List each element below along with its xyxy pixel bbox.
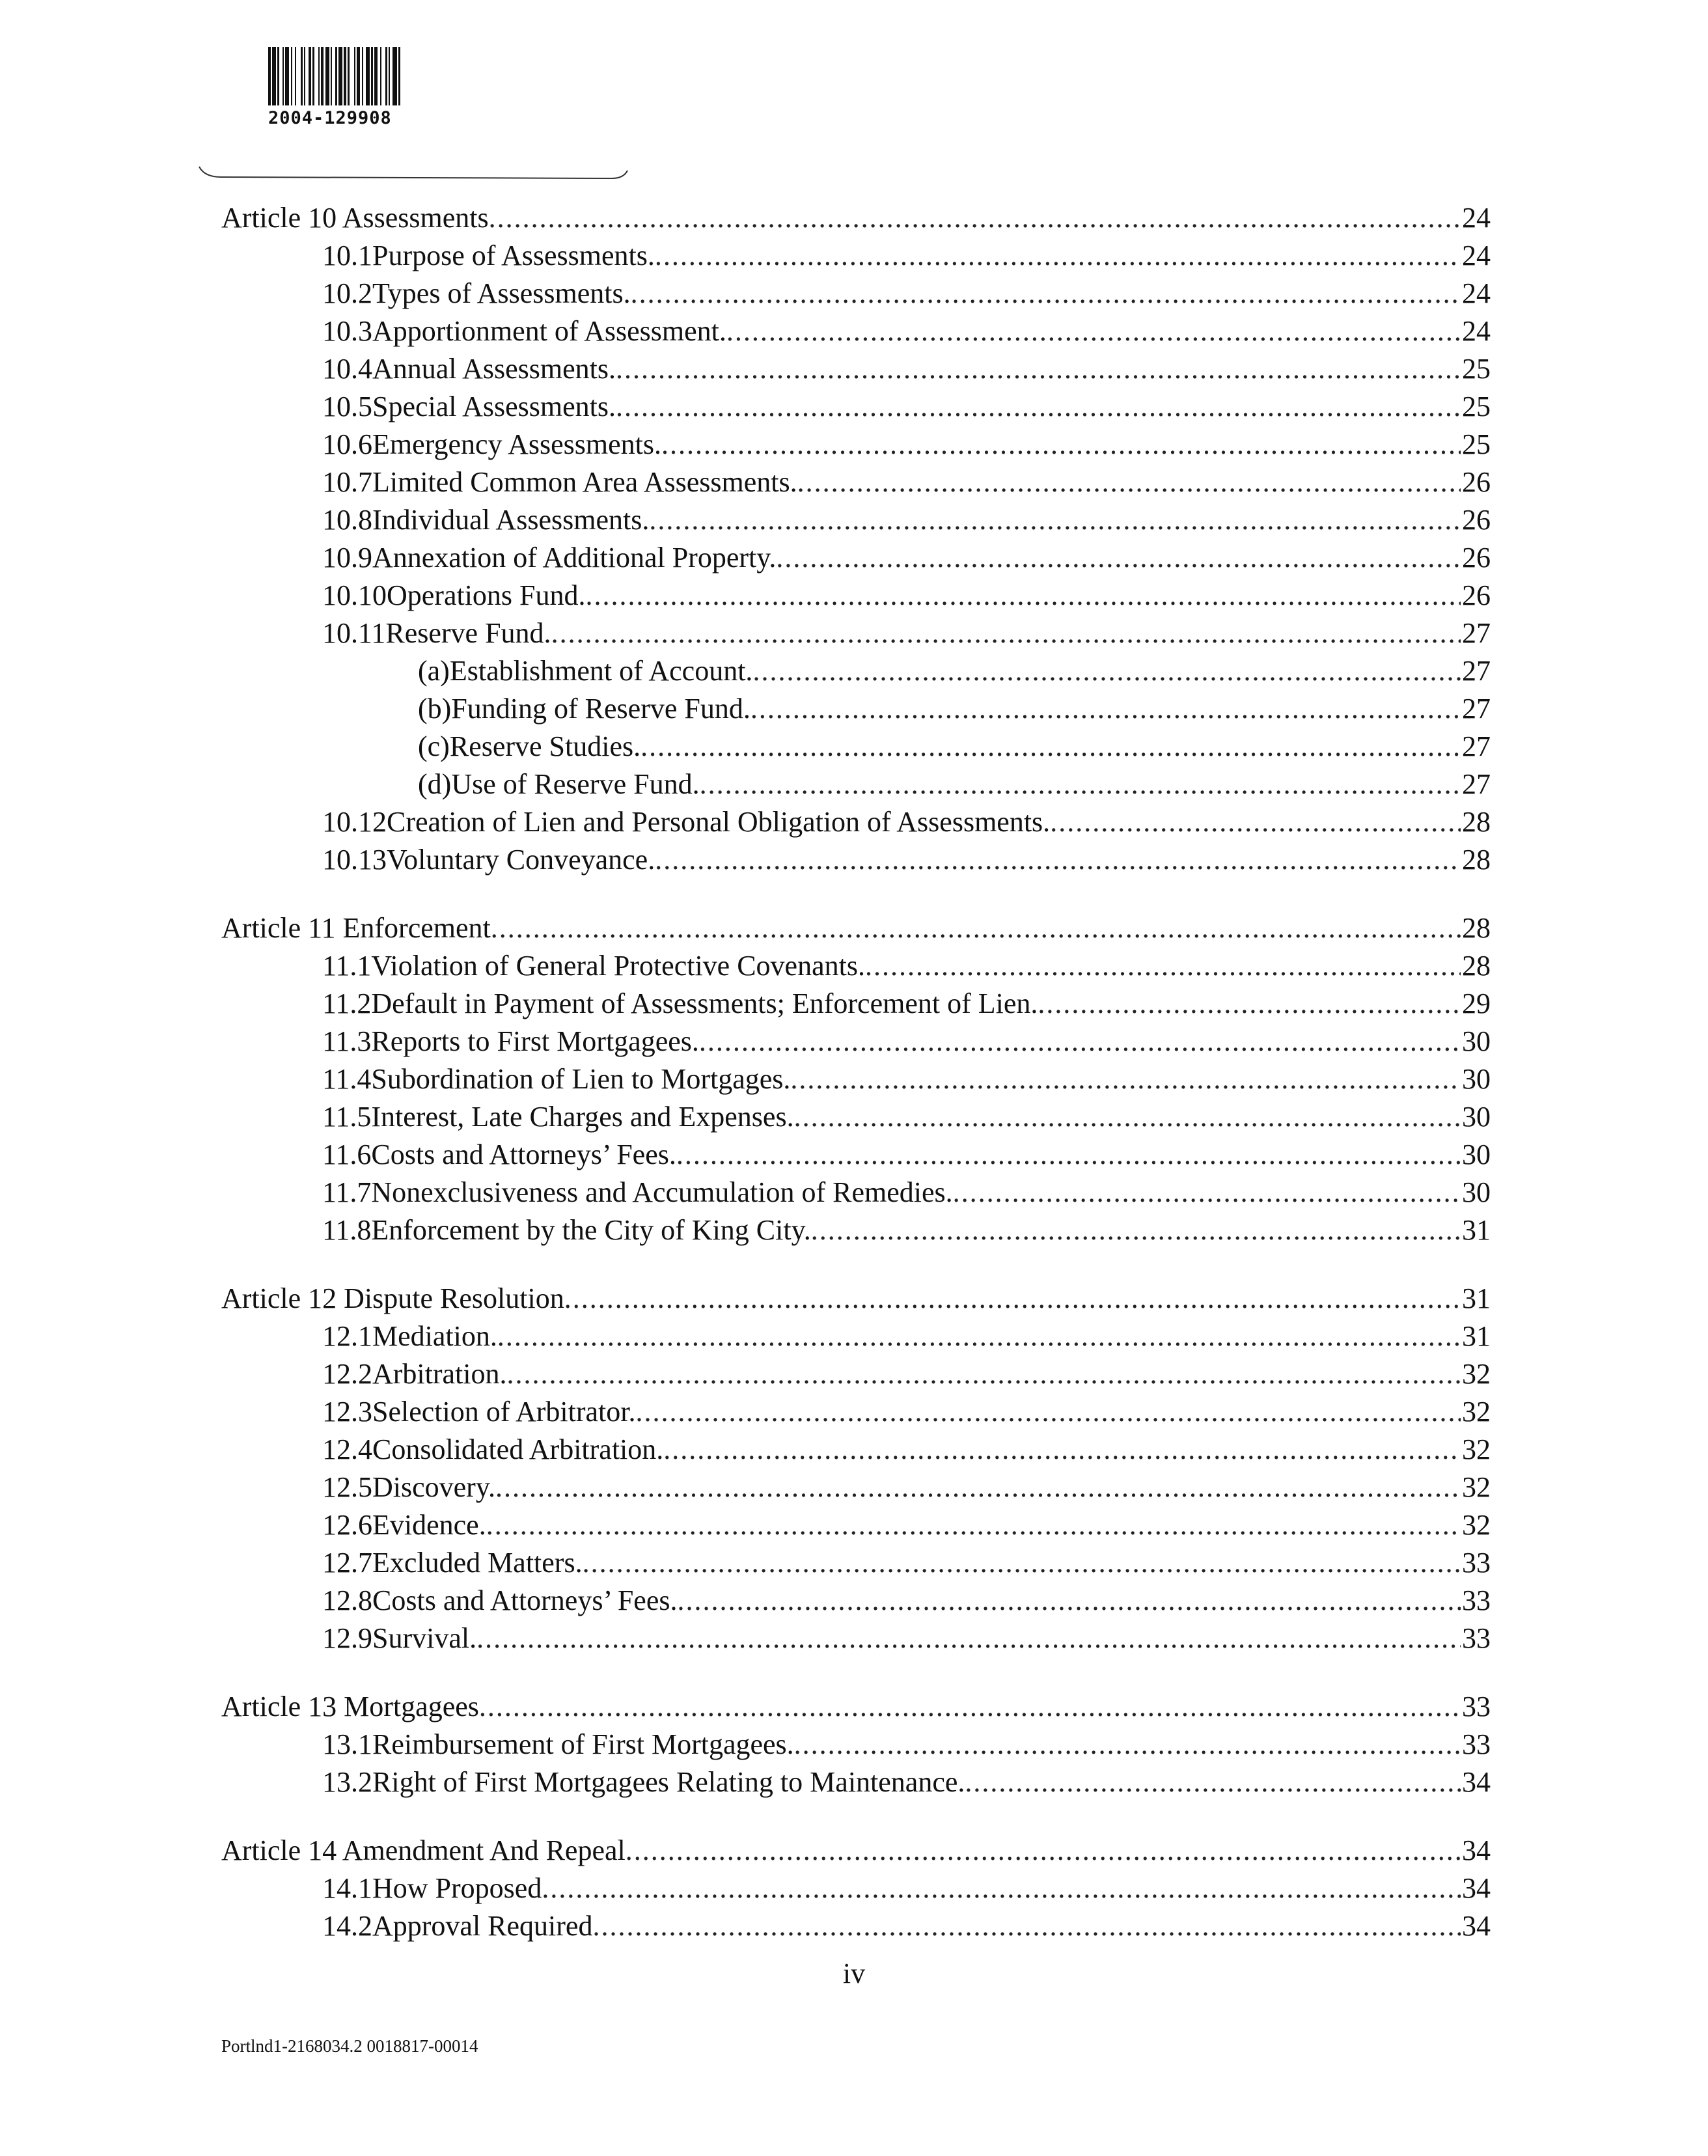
toc-section-entry — [221, 1174, 1491, 1211]
entry-title: Nonexclusiveness and Accumulation of Remedies. — [371, 1176, 953, 1208]
entry-page-number: 28 — [1462, 844, 1491, 876]
entry-title: Article 11 Enforcement — [221, 912, 491, 944]
dot-leader — [551, 615, 1461, 652]
entry-page-number: 25 — [1462, 428, 1491, 460]
dot-leader — [486, 1506, 1461, 1544]
toc-section-entry — [221, 1318, 1491, 1355]
entry-page-number: 32 — [1462, 1358, 1491, 1390]
dot-leader — [491, 909, 1461, 947]
entry-title: Limited Common Area Assessments. — [372, 466, 797, 498]
entry-title: Apportionment of Assessment. — [372, 315, 726, 347]
dot-leader — [564, 1280, 1461, 1318]
toc-section-entry — [221, 615, 1491, 652]
dot-leader — [489, 199, 1461, 237]
entry-title: Types of Assessments. — [372, 277, 631, 309]
dot-leader — [752, 652, 1461, 690]
entry-title: Creation of Lien and Personal Obligation of Assessments. — [387, 806, 1051, 838]
entry-number: 14.1 — [322, 1872, 372, 1904]
entry-page-number: 30 — [1462, 1176, 1491, 1208]
toc-section-entry — [221, 1098, 1491, 1136]
entry-title: Use of Reserve Fund. — [451, 768, 700, 800]
entry-page-number: 27 — [1462, 655, 1491, 687]
toc-section-entry — [221, 1582, 1491, 1620]
entry-page-number: 26 — [1462, 579, 1491, 611]
entry-title: Subordination of Lien to Mortgages. — [371, 1063, 791, 1095]
entry-title: Approval Required — [372, 1910, 593, 1942]
toc-article-entry — [221, 199, 1491, 237]
entry-page-number: 32 — [1462, 1471, 1491, 1503]
entry-title: Establishment of Account. — [449, 655, 753, 687]
dot-leader — [649, 501, 1461, 539]
dot-leader — [676, 1136, 1461, 1174]
entry-title: Excluded Matters. — [372, 1547, 583, 1579]
entry-page-number: 27 — [1462, 730, 1491, 762]
dot-leader — [678, 1582, 1461, 1620]
entry-number: 12.9 — [322, 1622, 372, 1654]
toc-section-entry — [221, 577, 1491, 615]
entry-number: 10.5 — [322, 391, 372, 422]
entry-number: 12.1 — [322, 1320, 372, 1352]
entry-page-number: 27 — [1462, 693, 1491, 725]
entry-page-number: 34 — [1462, 1834, 1491, 1866]
toc-subsection-entry — [221, 766, 1491, 803]
entry-page-number: 27 — [1462, 768, 1491, 800]
entry-number: 11.4 — [322, 1063, 372, 1095]
entry-number: 12.6 — [322, 1509, 372, 1541]
entry-title: Annexation of Additional Property. — [372, 542, 777, 574]
page-number: iv — [842, 1957, 866, 1989]
entry-page-number: 32 — [1462, 1509, 1491, 1541]
dot-leader — [865, 947, 1461, 985]
dot-leader — [726, 312, 1461, 350]
entry-page-number: 34 — [1462, 1910, 1491, 1942]
entry-title: Evidence. — [372, 1509, 486, 1541]
entry-page-number: 24 — [1462, 277, 1491, 309]
toc-section-entry — [221, 1136, 1491, 1174]
entry-title: Reimbursement of First Mortgagees. — [372, 1728, 794, 1760]
entry-page-number: 25 — [1462, 353, 1491, 385]
entry-page-number: 31 — [1462, 1214, 1491, 1246]
entry-page-number: 30 — [1462, 1101, 1491, 1133]
entry-number: 11.3 — [322, 1025, 372, 1057]
toc-section-entry — [221, 1544, 1491, 1582]
toc-section-entry — [221, 312, 1491, 350]
dot-leader — [586, 577, 1461, 615]
toc-section-entry — [221, 1620, 1491, 1657]
entry-number: 13.2 — [322, 1766, 372, 1798]
entry-number: 11.5 — [322, 1101, 372, 1133]
toc-section-entry — [221, 1870, 1491, 1907]
dot-leader — [655, 841, 1461, 879]
toc-section-entry — [221, 426, 1491, 463]
entry-page-number: 27 — [1462, 617, 1491, 649]
entry-title: Costs and Attorneys’ Fees. — [371, 1139, 676, 1170]
toc-article-entry — [221, 1688, 1491, 1726]
toc-article-entry — [221, 1832, 1491, 1870]
toc-section-entry — [221, 1023, 1491, 1060]
dot-leader — [640, 728, 1461, 766]
entry-page-number: 30 — [1462, 1139, 1491, 1170]
dot-leader — [476, 1620, 1461, 1657]
toc-section-entry — [221, 803, 1491, 841]
entry-title: Article 10 Assessments — [221, 202, 489, 234]
toc-article-entry — [221, 909, 1491, 947]
document-barcode — [268, 47, 568, 128]
entry-number: 12.4 — [322, 1433, 372, 1465]
table-of-contents — [221, 199, 1491, 1976]
entry-number: 10.6 — [322, 428, 372, 460]
toc-section-entry — [221, 985, 1491, 1023]
entry-page-number: 30 — [1462, 1063, 1491, 1095]
entry-page-number: 31 — [1462, 1282, 1491, 1314]
toc-section-entry — [221, 1211, 1491, 1249]
entry-page-number: 24 — [1462, 315, 1491, 347]
entry-number: 10.11 — [322, 617, 386, 649]
entry-page-number: 26 — [1462, 542, 1491, 574]
entry-title: Article 12 Dispute Resolution — [221, 1282, 564, 1314]
entry-page-number: 24 — [1462, 240, 1491, 271]
dot-leader — [616, 388, 1461, 426]
dot-leader — [663, 1431, 1461, 1469]
dot-leader — [497, 1318, 1461, 1355]
toc-section-entry — [221, 1763, 1491, 1801]
entry-title: Article 13 Mortgagees — [221, 1691, 479, 1722]
entry-page-number: 28 — [1462, 912, 1491, 944]
toc-article-group — [221, 1832, 1491, 1945]
dot-leader — [794, 1726, 1461, 1763]
dot-leader — [811, 1211, 1461, 1249]
entry-title: How Proposed — [372, 1872, 542, 1904]
entry-page-number: 25 — [1462, 391, 1491, 422]
entry-number: 10.8 — [322, 504, 372, 536]
entry-title: Consolidated Arbitration. — [372, 1433, 664, 1465]
entry-number: 12.3 — [322, 1396, 372, 1428]
entry-title: Purpose of Assessments. — [372, 240, 655, 271]
entry-title: Reserve Fund. — [385, 617, 551, 649]
dot-leader — [965, 1763, 1461, 1801]
dot-leader — [626, 1832, 1461, 1870]
entry-number: 11.8 — [322, 1214, 372, 1246]
dot-leader — [1038, 985, 1461, 1023]
entry-title: Special Assessments. — [372, 391, 616, 422]
entry-page-number: 33 — [1462, 1691, 1491, 1722]
toc-section-entry — [221, 1393, 1491, 1431]
dot-leader — [953, 1174, 1461, 1211]
dot-leader — [699, 1023, 1461, 1060]
dot-leader — [797, 463, 1461, 501]
dot-leader — [790, 1060, 1461, 1098]
toc-section-entry — [221, 275, 1491, 312]
toc-section-entry — [221, 1907, 1491, 1945]
toc-section-entry — [221, 1726, 1491, 1763]
entry-number: 14.2 — [322, 1910, 372, 1942]
toc-section-entry — [221, 539, 1491, 577]
dot-leader — [655, 237, 1461, 275]
entry-number: (b) — [418, 693, 452, 725]
entry-page-number: 33 — [1462, 1584, 1491, 1616]
entry-title: Selection of Arbitrator. — [372, 1396, 636, 1428]
entry-number: 10.12 — [322, 806, 387, 838]
entry-number: (a) — [418, 655, 450, 687]
entry-title: Reports to First Mortgagees. — [371, 1025, 699, 1057]
dot-leader — [616, 350, 1461, 388]
entry-number: 10.1 — [322, 240, 372, 271]
toc-section-entry — [221, 1506, 1491, 1544]
header-divider — [195, 163, 631, 189]
entry-title: Default in Payment of Assessments; Enforcement of Lien. — [371, 988, 1038, 1019]
toc-section-entry — [221, 501, 1491, 539]
dot-leader — [479, 1688, 1461, 1726]
dot-leader — [495, 1469, 1461, 1506]
toc-article-group — [221, 909, 1491, 1249]
entry-number: 11.1 — [322, 950, 372, 982]
toc-section-entry — [221, 841, 1491, 879]
entry-page-number: 26 — [1462, 466, 1491, 498]
entry-number: 10.13 — [322, 844, 387, 876]
entry-page-number: 28 — [1462, 806, 1491, 838]
dot-leader — [661, 426, 1461, 463]
toc-section-entry — [221, 237, 1491, 275]
entry-title: Arbitration. — [372, 1358, 507, 1390]
entry-title: Individual Assessments. — [372, 504, 650, 536]
entry-page-number: 33 — [1462, 1728, 1491, 1760]
entry-page-number: 32 — [1462, 1433, 1491, 1465]
barcode-number: 2004-129908 — [268, 108, 392, 128]
dot-leader — [542, 1870, 1461, 1907]
entry-page-number: 32 — [1462, 1396, 1491, 1428]
dot-leader — [794, 1098, 1461, 1136]
dot-leader — [700, 766, 1461, 803]
entry-number: 12.7 — [322, 1547, 372, 1579]
dot-leader — [592, 1907, 1461, 1945]
toc-article-group — [221, 199, 1491, 879]
entry-page-number: 30 — [1462, 1025, 1491, 1057]
entry-title: Discovery. — [372, 1471, 495, 1503]
entry-number: 10.7 — [322, 466, 372, 498]
dot-leader — [1050, 803, 1461, 841]
entry-number: (d) — [418, 768, 452, 800]
toc-section-entry — [221, 388, 1491, 426]
entry-number: 10.10 — [322, 579, 387, 611]
entry-title: Article 14 Amendment And Repeal — [221, 1834, 626, 1866]
entry-title: Enforcement by the City of King City. — [371, 1214, 811, 1246]
entry-page-number: 34 — [1462, 1872, 1491, 1904]
entry-number: 10.2 — [322, 277, 372, 309]
entry-number: 11.6 — [322, 1139, 372, 1170]
toc-section-entry — [221, 1431, 1491, 1469]
entry-page-number: 26 — [1462, 504, 1491, 536]
entry-page-number: 28 — [1462, 950, 1491, 982]
dot-leader — [507, 1355, 1461, 1393]
entry-title: Violation of General Protective Covenants. — [371, 950, 865, 982]
entry-number: 10.4 — [322, 353, 372, 385]
toc-subsection-entry — [221, 728, 1491, 766]
entry-title: Interest, Late Charges and Expenses. — [371, 1101, 794, 1133]
entry-title: Voluntary Conveyance. — [387, 844, 655, 876]
entry-number: 11.2 — [322, 988, 372, 1019]
entry-title: Survival. — [372, 1622, 477, 1654]
entry-title: Annual Assessments. — [372, 353, 616, 385]
entry-number: 12.5 — [322, 1471, 372, 1503]
entry-page-number: 33 — [1462, 1547, 1491, 1579]
toc-section-entry — [221, 1469, 1491, 1506]
toc-article-entry — [221, 1280, 1491, 1318]
entry-title: Operations Fund. — [387, 579, 586, 611]
entry-page-number: 34 — [1462, 1766, 1491, 1798]
toc-section-entry — [221, 463, 1491, 501]
toc-section-entry — [221, 947, 1491, 985]
dot-leader — [751, 690, 1461, 728]
dot-leader — [583, 1544, 1461, 1582]
footer-document-id: Portlnd1-2168034.2 0018817-00014 — [221, 2036, 478, 2056]
toc-section-entry — [221, 1060, 1491, 1098]
entry-page-number: 31 — [1462, 1320, 1491, 1352]
entry-title: Reserve Studies. — [449, 730, 641, 762]
entry-number: 11.7 — [322, 1176, 372, 1208]
entry-title: Right of First Mortgagees Relating to Maintenance. — [372, 1766, 965, 1798]
entry-page-number: 33 — [1462, 1622, 1491, 1654]
barcode-image — [268, 47, 568, 105]
entry-page-number: 29 — [1462, 988, 1491, 1019]
entry-number: 10.3 — [322, 315, 372, 347]
entry-number: (c) — [418, 730, 450, 762]
entry-number: 12.2 — [322, 1358, 372, 1390]
toc-section-entry — [221, 1355, 1491, 1393]
entry-number: 12.8 — [322, 1584, 372, 1616]
entry-title: Emergency Assessments. — [372, 428, 662, 460]
entry-number: 10.9 — [322, 542, 372, 574]
dot-leader — [635, 1393, 1461, 1431]
entry-title: Funding of Reserve Fund. — [451, 693, 751, 725]
entry-title: Costs and Attorneys’ Fees. — [372, 1584, 678, 1616]
dot-leader — [631, 275, 1461, 312]
toc-subsection-entry — [221, 652, 1491, 690]
toc-article-group — [221, 1280, 1491, 1657]
toc-section-entry — [221, 350, 1491, 388]
entry-title: Mediation. — [372, 1320, 497, 1352]
entry-page-number: 24 — [1462, 202, 1491, 234]
dot-leader — [776, 539, 1461, 577]
entry-number: 13.1 — [322, 1728, 372, 1760]
toc-article-group — [221, 1688, 1491, 1801]
toc-subsection-entry — [221, 690, 1491, 728]
